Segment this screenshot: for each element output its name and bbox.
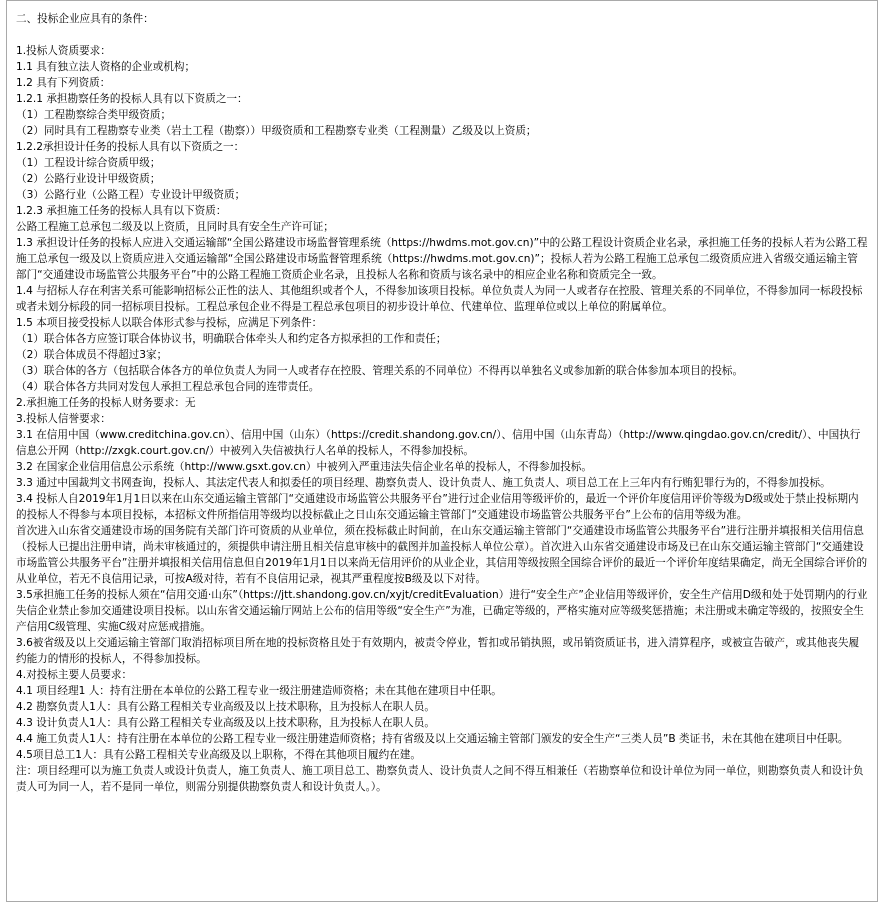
requirement-line: 1.2.3 承担施工任务的投标人具有以下资质：: [16, 205, 227, 217]
requirement-line: 1.2 具有下列资质：: [16, 77, 111, 89]
requirement-paragraph: 4.2 勘察负责人1人：具有公路工程相关专业高级及以上技术职称，且为投标人在职人员。: [16, 701, 435, 713]
requirement-paragraph: 3.2 在国家企业信用信息公示系统（http://www.gsxt.gov.cn）中被列入严重违法失信企业名单的投标人，不得参加投标。: [16, 461, 592, 473]
requirement-line: 1.2.2承担设计任务的投标人具有以下资质之一：: [16, 141, 245, 153]
blank-line: [16, 27, 868, 43]
requirement-line: 1.2.1 承担勘察任务的投标人具有以下资质之一：: [16, 93, 248, 105]
requirement-paragraph: 3.1 在信用中国（www.creditchina.gov.cn）、信用中国（山东）（https://credit.shandong.gov.cn/）、信用中国（山东青岛）（http://www.qingdao.gov.cn/credit/）、中国执行信息公开网（http://zxgk.court.gov.cn/）中被列入失信被执行人名单的投标人，不得参加投标。: [16, 429, 861, 457]
requirement-line: 公路工程施工总承包二级及以上资质，且同时具有安全生产许可证；: [16, 221, 334, 233]
section-heading: 二、投标企业应具有的条件：: [16, 13, 154, 25]
requirement-paragraph: 首次进入山东省交通建设市场的国务院有关部门许可资质的从业单位，须在投标截止时间前，在山东交通运输主管部门“交通建设市场监管公共服务平台”进行注册并填报相关信用信息（投标人已提出注册申请，尚未审核通过的，须提供申请注册且相关信息审核中的截图并加盖投标人单位公章）。首次进入山东省交通建设市场及已在山东交通运输主管部门“交通建设市场监管公共服务平台”注册并填报相关信用信息但自2019年1月1日以来尚无信用评价的从业企业，其信用等级按照全国综合评价的最近一个评价年度结果确定，尚无全国综合评价的从业单位，若无不良信用记录，可按A级对待，若有不良信用记录，视其严重程度按B级及以下对待。: [16, 525, 868, 585]
document-body: [16, 11, 868, 795]
requirement-paragraph: 2.承担施工任务的投标人财务要求：无: [16, 397, 196, 409]
requirement-paragraph: （1）联合体各方应签订联合体协议书，明确联合体牵头人和约定各方拟承担的工作和责任；: [16, 333, 447, 345]
requirement-paragraphs: [16, 235, 868, 795]
requirement-paragraph: （4）联合体各方共同对发包人承担工程总承包合同的连带责任。: [16, 381, 320, 393]
requirement-line: （3）公路行业（公路工程）专业设计甲级资质；: [16, 189, 246, 201]
requirement-lines: [16, 43, 868, 235]
requirement-paragraph: 3.3 通过中国裁判文书网查询，投标人、其法定代表人和拟委任的项目经理、勘察负责人、设计负责人、施工负责人、项目总工在上三年内有行贿犯罪行为的，不得参加投标。: [16, 477, 831, 489]
requirement-line: 1.1 具有独立法人资格的企业或机构；: [16, 61, 196, 73]
requirement-line: （1）工程设计综合资质甲级；: [16, 157, 161, 169]
requirement-paragraph: 3.投标人信誉要求：: [16, 413, 111, 425]
requirement-paragraph: 1.4 与招标人存在利害关系可能影响招标公正性的法人、其他组织或者个人，不得参加该项目投标。单位负责人为同一人或者存在控股、管理关系的不同单位，不得参加同一标段投标或者未划分标段的同一招标项目投标。工程总承包企业不得是工程总承包项目的初步设计单位、代建单位、监理单位或以上单位的附属单位。: [16, 285, 863, 313]
requirement-line: （2）同时具有工程勘察专业类（岩土工程（勘察））甲级资质和工程勘察专业类（工程测量）乙级及以上资质；: [16, 125, 537, 137]
requirement-paragraph: 4.1 项目经理1 人：持有注册在本单位的公路工程专业一级注册建造师资格；未在其他在建项目中任职。: [16, 685, 502, 697]
requirement-paragraph: 4.5项目总工1人：具有公路工程相关专业高级及以上职称，不得在其他项目履约在建。: [16, 749, 421, 761]
requirement-paragraph: 注：项目经理可以为施工负责人或设计负责人，施工负责人、施工项目总工、勘察负责人、设计负责人之间不得互相兼任（若勘察单位和设计单位为同一单位，则勘察负责人和设计负责人可为同一人，若不是同一单位，则需分别提供勘察负责人和设计负责人。）。: [16, 765, 864, 793]
requirement-paragraph: 1.3 承担设计任务的投标人应进入交通运输部“全国公路建设市场监督管理系统（https://hwdms.mot.gov.cn)”中的公路工程设计资质企业名录，承担施工任务的投标人若为公路工程施工总承包一级及以上资质应进入交通运输部“全国公路建设市场监督管理系统（https://hwdms.mot.gov.cn)”；投标人若为公路工程施工总承包二级资质应进入省级交通运输主管部门“交通建设市场监管公共服务平台”中的公路工程施工资质企业名录，且投标人名称和资质与该名录中的相应企业名称和资质完全一致。: [16, 237, 868, 281]
requirement-paragraph: 3.4 投标人自2019年1月1日以来在山东交通运输主管部门“交通建设市场监管公共服务平台”进行过企业信用等级评价的，最近一个评价年度信用评价等级为D级或处于禁止投标期内的投标人不得参与本项目投标，本招标文件所指信用等级均以投标截止之日山东交通运输主管部门“交通建设市场监管公共服务平台”上公布的信用等级为准。: [16, 493, 859, 521]
requirement-paragraph: 4.3 设计负责人1人：具有公路工程相关专业高级及以上技术职称，且为投标人在职人员。: [16, 717, 435, 729]
requirement-line: （2）公路行业设计甲级资质；: [16, 173, 161, 185]
requirement-paragraph: 3.5承担施工任务的投标人须在“信用交通·山东”（https://jtt.shandong.gov.cn/xyjt/creditEvaluation）进行“安全生产”企业信用等级评价，安全生产信用D级和处于处罚期内的行业失信企业禁止参加交通建设项目投标。以山东省交通运输厅网站上公布的信用等级“安全生产”为准，已确定等级的，严格实施对应等级奖惩措施；未注册或未确定等级的，按照安全生产信用C级管理、实施C级对应惩戒措施。: [16, 589, 868, 633]
requirement-paragraph: （3）联合体的各方（包括联合体各方的单位负责人为同一人或者存在控股、管理关系的不同单位）不得再以单独名义或参加新的联合体参加本项目的投标。: [16, 365, 744, 377]
requirement-paragraph: 3.6被省级及以上交通运输主管部门取消招标项目所在地的投标资格且处于有效期内，被责令停业，暂扣或吊销执照，或吊销资质证书，进入清算程序，或被宣告破产，或其他丧失履约能力的情形的投标人，不得参加投标。: [16, 637, 860, 665]
requirement-line: 1.投标人资质要求：: [16, 45, 111, 57]
requirement-paragraph: 1.5 本项目接受投标人以联合体形式参与投标，应满足下列条件：: [16, 317, 323, 329]
requirement-paragraph: （2）联合体成员不得超过3家；: [16, 349, 168, 361]
document-frame: [6, 0, 878, 902]
requirement-paragraph: 4.4 施工负责人1人：持有注册在本单位的公路工程专业一级注册建造师资格；持有省级及以上交通运输主管部门颁发的安全生产“三类人员”B 类证书，未在其他在建项目中任职。: [16, 733, 849, 745]
requirement-paragraph: 4.对投标主要人员要求：: [16, 669, 133, 681]
requirement-line: （1）工程勘察综合类甲级资质；: [16, 109, 172, 121]
